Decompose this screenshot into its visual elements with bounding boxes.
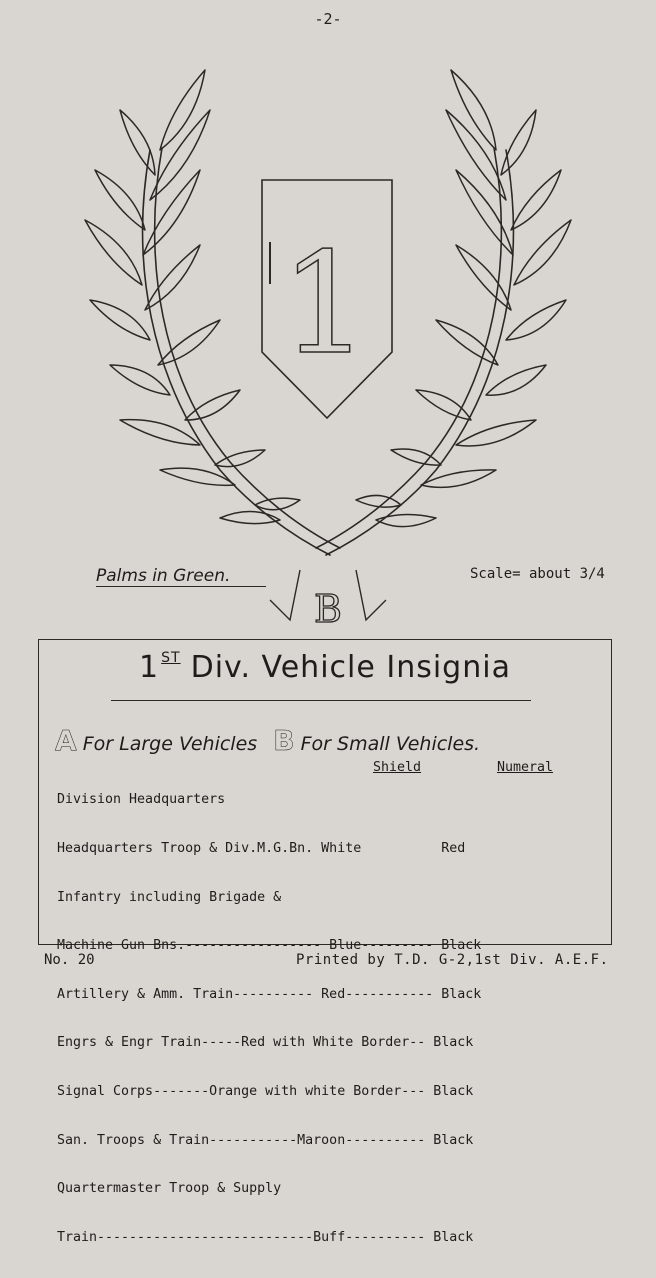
emblem-letter-b: B xyxy=(314,587,342,631)
right-palm-leaf xyxy=(421,470,496,488)
left-palm-leaf xyxy=(110,365,170,395)
right-palm-leaf xyxy=(486,365,546,395)
table-row: Infantry including Brigade & xyxy=(57,889,282,905)
box-title xyxy=(39,650,611,685)
left-palm-leaf xyxy=(158,320,220,365)
left-palm-leaf xyxy=(143,170,200,255)
table-header-shield: Shield xyxy=(373,760,422,775)
left-palm-leaf xyxy=(145,245,200,310)
right-palm-leaf xyxy=(456,420,536,446)
left-palm-leaf xyxy=(90,300,150,340)
variant-a-letter: A xyxy=(55,724,77,757)
right-palm-leaf xyxy=(436,320,498,365)
title-number: 1 xyxy=(139,650,160,685)
variant-a-text: For Large Vehicles xyxy=(82,733,258,755)
right-palm-leaf xyxy=(456,170,513,255)
right-palm-leaf xyxy=(456,245,511,310)
variant-b-text: For Small Vehicles. xyxy=(300,733,481,755)
left-palm-leaf xyxy=(85,220,142,285)
table-row: Engrs & Engr Train-----Red with White Border-- Black xyxy=(57,1035,474,1051)
right-palm-leaf xyxy=(506,300,566,340)
table-header-numeral: Numeral xyxy=(497,760,554,775)
left-palm-leaf xyxy=(150,110,210,200)
title-superscript: ST xyxy=(161,650,181,666)
variant-b-letter: B xyxy=(273,724,295,757)
table-row: Artillery & Amm. Train---------- Red----------- Black xyxy=(57,986,482,1002)
page-number: -2- xyxy=(314,10,342,28)
palms-note: Palms in Green. xyxy=(96,566,266,587)
right-palm-leaf xyxy=(514,220,571,285)
table-row: Train---------------------------Buff---------- Black xyxy=(57,1229,474,1245)
right-palm-leaf xyxy=(511,170,561,230)
left-palm-leaf xyxy=(120,420,200,445)
shield-numeral: 1 xyxy=(280,223,370,386)
scale-note: Scale= about 3/4 xyxy=(470,566,605,582)
footer-printer: Printed by T.D. G-2,1st Div. A.E.F. xyxy=(296,952,609,968)
left-palm-leaf xyxy=(95,170,145,230)
right-palm-leaf xyxy=(376,514,436,526)
insignia-table xyxy=(57,760,481,1278)
left-palm-leaf xyxy=(120,110,155,175)
title-text: Div. Vehicle Insignia xyxy=(190,650,511,685)
title-underline xyxy=(111,700,531,701)
variant-line xyxy=(55,724,480,757)
table-row: Quartermaster Troop & Supply xyxy=(57,1181,282,1197)
left-palm-leaf xyxy=(160,468,235,485)
right-palm-leaf xyxy=(501,110,536,175)
table-header-unit: Division Headquarters xyxy=(57,792,226,808)
table-row: Headquarters Troop & Div.M.G.Bn. White Red xyxy=(57,841,466,856)
table-row: Machine Gun Bns.----------------- Blue--------- Black xyxy=(57,938,482,954)
table-row: Signal Corps-------Orange with white Border--- Black xyxy=(57,1083,474,1099)
footer-number: No. 20 xyxy=(44,952,95,968)
table-row: San. Troops & Train-----------Maroon---------- Black xyxy=(57,1132,474,1148)
right-palm-leaf xyxy=(356,495,401,507)
